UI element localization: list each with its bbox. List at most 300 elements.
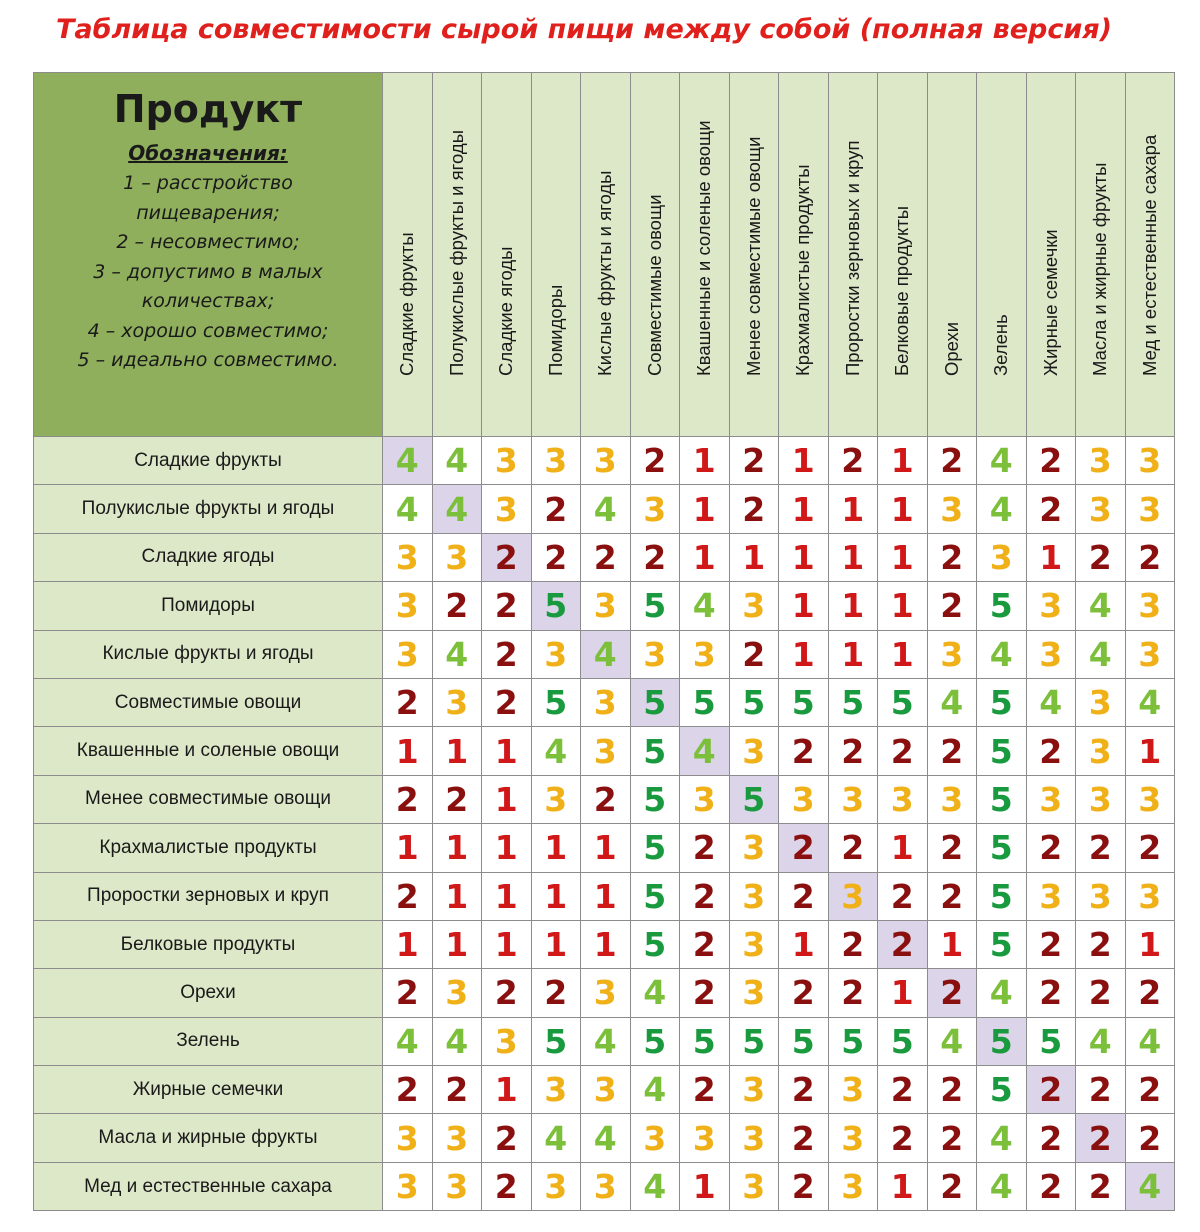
table-cell: 1 — [779, 534, 828, 581]
table-cell: 1 — [878, 485, 927, 532]
table-cell: 4 — [581, 1018, 630, 1065]
diagonal-cell: 3 — [829, 873, 878, 920]
table-cell: 3 — [1076, 776, 1125, 823]
table-cell: 3 — [1076, 873, 1125, 920]
table-cell: 2 — [1126, 1066, 1175, 1113]
table-cell: 5 — [977, 727, 1026, 774]
table-cell: 2 — [482, 679, 531, 726]
table-cell: 1 — [779, 485, 828, 532]
table-cell: 3 — [928, 776, 977, 823]
diagonal-cell: 5 — [977, 1018, 1026, 1065]
table-cell: 3 — [1076, 679, 1125, 726]
table-cell: 2 — [1027, 485, 1076, 532]
legend-line: пищеварения; — [136, 201, 280, 224]
table-cell: 3 — [977, 534, 1026, 581]
table-cell: 2 — [730, 437, 779, 484]
table-cell: 3 — [581, 1163, 630, 1210]
table-cell: 3 — [680, 776, 729, 823]
table-cell: 4 — [1126, 1018, 1175, 1065]
table-cell: 2 — [928, 824, 977, 871]
legend-line: количествах; — [141, 290, 275, 312]
table-cell: 3 — [581, 727, 630, 774]
table-cell: 4 — [1076, 631, 1125, 678]
table-cell: 2 — [1027, 969, 1076, 1016]
table-cell: 3 — [383, 1114, 432, 1161]
table-cell: 3 — [581, 969, 630, 1016]
table-cell: 2 — [779, 873, 828, 920]
table-cell: 3 — [730, 873, 779, 920]
table-cell: 1 — [829, 631, 878, 678]
table-cell: 4 — [532, 1114, 581, 1161]
column-header — [730, 73, 779, 436]
table-cell: 3 — [383, 631, 432, 678]
column-header-label: Орехи — [940, 321, 962, 376]
table-cell: 2 — [482, 582, 531, 629]
table-cell: 2 — [1076, 824, 1125, 871]
table-cell: 1 — [680, 437, 729, 484]
table-cell: 5 — [977, 873, 1026, 920]
table-cell: 5 — [631, 776, 680, 823]
column-header-label: Менее совместимые овощи — [742, 136, 764, 376]
table-cell: 2 — [532, 969, 581, 1016]
table-cell: 1 — [829, 582, 878, 629]
table-cell: 4 — [1027, 679, 1076, 726]
column-header — [532, 73, 581, 436]
table-cell: 5 — [1027, 1018, 1076, 1065]
table-cell: 3 — [581, 679, 630, 726]
table-cell: 1 — [1126, 921, 1175, 968]
table-cell: 2 — [631, 437, 680, 484]
table-cell: 2 — [1076, 1163, 1125, 1210]
table-cell: 5 — [779, 679, 828, 726]
table-cell: 2 — [631, 534, 680, 581]
table-cell: 1 — [532, 824, 581, 871]
diagonal-cell: 2 — [878, 921, 927, 968]
table-cell: 4 — [383, 1018, 432, 1065]
table-cell: 2 — [1076, 969, 1125, 1016]
table-cell: 5 — [977, 1066, 1026, 1113]
diagonal-cell: 4 — [433, 485, 482, 532]
corner-title: Продукт — [113, 87, 303, 131]
table-cell: 2 — [383, 1066, 432, 1113]
legend-line: 5 – идеально совместимо. — [77, 349, 339, 371]
table-cell: 2 — [1126, 824, 1175, 871]
page-title: Таблица совместимости сырой пищи между собой (полная версия) — [56, 14, 1112, 45]
table-cell: 4 — [532, 727, 581, 774]
table-cell: 2 — [1027, 437, 1076, 484]
table-cell: 5 — [779, 1018, 828, 1065]
row-header: Мед и естественные сахара — [34, 1163, 382, 1210]
table-cell: 3 — [730, 1066, 779, 1113]
table-cell: 1 — [730, 534, 779, 581]
row-header: Сладкие ягоды — [34, 534, 382, 581]
table-cell: 3 — [532, 776, 581, 823]
table-cell: 5 — [977, 679, 1026, 726]
row-header: Совместимые овощи — [34, 679, 382, 726]
column-header-label: Сладкие ягоды — [495, 246, 517, 376]
diagonal-cell: 4 — [1126, 1163, 1175, 1210]
column-header — [383, 73, 432, 436]
table-cell: 4 — [631, 1066, 680, 1113]
column-header-label: Полукислые фрукты и ягоды — [445, 130, 467, 376]
table-cell: 3 — [1126, 485, 1175, 532]
table-cell: 5 — [631, 873, 680, 920]
table-cell: 4 — [680, 582, 729, 629]
legend-line: 3 – допустимо в малых — [93, 260, 323, 283]
table-cell: 2 — [1027, 921, 1076, 968]
column-header-label: Сладкие фрукты — [396, 232, 418, 376]
table-cell: 3 — [581, 437, 630, 484]
table-cell: 3 — [1126, 582, 1175, 629]
table-cell: 2 — [581, 776, 630, 823]
table-cell: 4 — [977, 631, 1026, 678]
table-cell: 2 — [680, 873, 729, 920]
table-cell: 3 — [532, 1163, 581, 1210]
table-cell: 5 — [680, 1018, 729, 1065]
table-cell: 3 — [532, 1066, 581, 1113]
table-cell: 4 — [631, 1163, 680, 1210]
table-cell: 2 — [1076, 534, 1125, 581]
table-cell: 5 — [878, 679, 927, 726]
table-cell: 1 — [779, 921, 828, 968]
column-header-label: Кислые фрукты и ягоды — [594, 170, 616, 376]
table-cell: 5 — [730, 679, 779, 726]
table-cell: 3 — [581, 582, 630, 629]
table-cell: 1 — [532, 873, 581, 920]
table-cell: 3 — [482, 485, 531, 532]
table-cell: 2 — [829, 727, 878, 774]
table-cell: 2 — [532, 534, 581, 581]
table-cell: 1 — [383, 921, 432, 968]
column-header — [433, 73, 482, 436]
column-header — [977, 73, 1026, 436]
table-cell: 2 — [878, 873, 927, 920]
table-cell: 5 — [878, 1018, 927, 1065]
table-cell: 3 — [1027, 873, 1076, 920]
table-cell: 3 — [433, 1163, 482, 1210]
legend — [58, 169, 358, 376]
diagonal-cell: 4 — [581, 631, 630, 678]
table-cell: 2 — [779, 969, 828, 1016]
table-cell: 3 — [1027, 631, 1076, 678]
table-cell: 1 — [433, 873, 482, 920]
table-cell: 2 — [680, 824, 729, 871]
table-cell: 5 — [730, 1018, 779, 1065]
table-cell: 1 — [433, 824, 482, 871]
table-cell: 2 — [928, 727, 977, 774]
table-cell: 3 — [1126, 437, 1175, 484]
table-cell: 3 — [433, 534, 482, 581]
table-cell: 1 — [878, 969, 927, 1016]
column-header — [878, 73, 927, 436]
table-cell: 5 — [532, 679, 581, 726]
row-header: Помидоры — [34, 582, 382, 629]
column-header-label: Масла и жирные фрукты — [1089, 162, 1111, 376]
table-cell: 2 — [680, 921, 729, 968]
table-cell: 2 — [1027, 824, 1076, 871]
table-cell: 2 — [532, 485, 581, 532]
table-cell: 3 — [482, 437, 531, 484]
table-cell: 2 — [829, 824, 878, 871]
column-header-label: Помидоры — [544, 284, 566, 376]
table-cell: 3 — [928, 631, 977, 678]
table-cell: 4 — [433, 437, 482, 484]
table-cell: 5 — [977, 582, 1026, 629]
table-cell: 1 — [878, 582, 927, 629]
legend-line: 2 – несовместимо; — [116, 231, 300, 253]
table-cell: 2 — [730, 631, 779, 678]
column-header-label: Совместимые овощи — [643, 194, 665, 376]
column-header-label: Квашенные и соленые овощи — [693, 120, 715, 376]
table-cell: 1 — [482, 873, 531, 920]
table-cell: 3 — [730, 1163, 779, 1210]
table-cell: 3 — [1027, 582, 1076, 629]
table-cell: 2 — [928, 534, 977, 581]
table-cell: 3 — [730, 1114, 779, 1161]
table-cell: 5 — [977, 921, 1026, 968]
table-cell: 4 — [581, 485, 630, 532]
column-header-label: Жирные семечки — [1039, 229, 1061, 376]
table-cell: 2 — [928, 873, 977, 920]
table-cell: 4 — [631, 969, 680, 1016]
table-cell: 2 — [1027, 727, 1076, 774]
table-cell: 1 — [433, 921, 482, 968]
column-header — [1126, 73, 1175, 436]
table-cell: 2 — [878, 1114, 927, 1161]
table-cell: 3 — [631, 485, 680, 532]
table-cell: 2 — [928, 1114, 977, 1161]
table-cell: 3 — [433, 1114, 482, 1161]
table-cell: 2 — [779, 1114, 828, 1161]
column-header — [680, 73, 729, 436]
table-cell: 4 — [433, 631, 482, 678]
table-cell: 3 — [730, 582, 779, 629]
table-cell: 3 — [433, 679, 482, 726]
table-cell: 1 — [482, 1066, 531, 1113]
table-cell: 3 — [730, 727, 779, 774]
table-cell: 2 — [383, 969, 432, 1016]
row-header: Сладкие фрукты — [34, 437, 382, 484]
legend-line: 4 – хорошо совместимо; — [87, 319, 329, 342]
table-cell: 5 — [977, 776, 1026, 823]
table-cell: 3 — [482, 1018, 531, 1065]
table-cell: 2 — [680, 969, 729, 1016]
table-cell: 3 — [631, 1114, 680, 1161]
table-cell: 2 — [383, 679, 432, 726]
table-cell: 4 — [1076, 582, 1125, 629]
legend-title: Обозначения: — [128, 141, 288, 165]
table-cell: 2 — [482, 969, 531, 1016]
table-cell: 4 — [581, 1114, 630, 1161]
table-cell: 5 — [631, 582, 680, 629]
table-cell: 2 — [1126, 969, 1175, 1016]
column-header — [482, 73, 531, 436]
table-cell: 1 — [928, 921, 977, 968]
table-cell: 1 — [482, 776, 531, 823]
column-header — [928, 73, 977, 436]
table-cell: 1 — [680, 534, 729, 581]
table-cell: 5 — [631, 727, 680, 774]
table-cell: 1 — [680, 1163, 729, 1210]
column-header — [1076, 73, 1125, 436]
table-cell: 3 — [532, 631, 581, 678]
compatibility-table — [33, 72, 1175, 1211]
row-header: Зелень — [34, 1018, 382, 1065]
table-cell: 5 — [680, 679, 729, 726]
corner-header — [34, 73, 382, 436]
table-cell: 4 — [928, 679, 977, 726]
row-header: Менее совместимые овощи — [34, 776, 382, 823]
diagonal-cell: 2 — [1027, 1066, 1076, 1113]
diagonal-cell: 2 — [779, 824, 828, 871]
table-cell: 4 — [928, 1018, 977, 1065]
table-cell: 1 — [779, 631, 828, 678]
table-cell: 2 — [928, 1163, 977, 1210]
table-cell: 5 — [631, 1018, 680, 1065]
table-cell: 1 — [829, 534, 878, 581]
diagonal-cell: 2 — [482, 534, 531, 581]
table-cell: 1 — [482, 921, 531, 968]
table-cell: 3 — [383, 534, 432, 581]
diagonal-cell: 5 — [532, 582, 581, 629]
table-cell: 1 — [383, 824, 432, 871]
table-cell: 1 — [680, 485, 729, 532]
table-cell: 3 — [1076, 485, 1125, 532]
row-header: Белковые продукты — [34, 921, 382, 968]
row-header: Квашенные и соленые овощи — [34, 727, 382, 774]
table-cell: 1 — [779, 437, 828, 484]
table-cell: 3 — [383, 1163, 432, 1210]
column-header-label: Крахмалистые продукты — [792, 164, 814, 376]
table-cell: 4 — [977, 969, 1026, 1016]
table-cell: 4 — [977, 1114, 1026, 1161]
row-header: Крахмалистые продукты — [34, 824, 382, 871]
row-header: Кислые фрукты и ягоды — [34, 631, 382, 678]
table-cell: 2 — [1076, 921, 1125, 968]
row-header: Орехи — [34, 969, 382, 1016]
table-cell: 2 — [680, 1066, 729, 1113]
table-cell: 2 — [482, 1114, 531, 1161]
table-cell: 2 — [482, 631, 531, 678]
table-cell: 3 — [829, 1066, 878, 1113]
table-cell: 3 — [928, 485, 977, 532]
table-cell: 2 — [829, 437, 878, 484]
diagonal-cell: 2 — [928, 969, 977, 1016]
table-cell: 1 — [581, 873, 630, 920]
table-cell: 1 — [1126, 727, 1175, 774]
table-cell: 5 — [829, 679, 878, 726]
table-cell: 5 — [631, 921, 680, 968]
table-cell: 4 — [383, 485, 432, 532]
table-cell: 2 — [779, 727, 828, 774]
row-header: Жирные семечки — [34, 1066, 382, 1113]
table-cell: 1 — [581, 824, 630, 871]
table-cell: 2 — [928, 582, 977, 629]
table-cell: 1 — [482, 824, 531, 871]
column-header — [1027, 73, 1076, 436]
table-cell: 3 — [631, 631, 680, 678]
table-cell: 1 — [1027, 534, 1076, 581]
table-cell: 1 — [878, 824, 927, 871]
table-cell: 4 — [977, 437, 1026, 484]
row-header: Масла и жирные фрукты — [34, 1114, 382, 1161]
table-cell: 1 — [878, 437, 927, 484]
table-cell: 2 — [581, 534, 630, 581]
table-cell: 3 — [1126, 776, 1175, 823]
table-cell: 3 — [1076, 437, 1125, 484]
table-cell: 2 — [878, 1066, 927, 1113]
table-cell: 3 — [1126, 631, 1175, 678]
table-cell: 5 — [532, 1018, 581, 1065]
column-header — [779, 73, 828, 436]
table-cell: 5 — [829, 1018, 878, 1065]
table-cell: 3 — [829, 1114, 878, 1161]
diagonal-cell: 5 — [730, 776, 779, 823]
table-cell: 3 — [433, 969, 482, 1016]
table-cell: 2 — [1126, 534, 1175, 581]
table-cell: 2 — [928, 1066, 977, 1113]
table-cell: 2 — [433, 1066, 482, 1113]
diagonal-cell: 4 — [383, 437, 432, 484]
table-cell: 4 — [1126, 679, 1175, 726]
table-cell: 2 — [383, 776, 432, 823]
diagonal-cell: 4 — [680, 727, 729, 774]
table-cell: 1 — [581, 921, 630, 968]
table-cell: 3 — [383, 582, 432, 629]
table-cell: 3 — [878, 776, 927, 823]
table-cell: 2 — [1027, 1114, 1076, 1161]
column-header — [829, 73, 878, 436]
table-cell: 2 — [1027, 1163, 1076, 1210]
table-cell: 1 — [433, 727, 482, 774]
table-cell: 3 — [1076, 727, 1125, 774]
row-header: Проростки зерновых и круп — [34, 873, 382, 920]
table-cell: 1 — [482, 727, 531, 774]
column-header-label: Зелень — [990, 314, 1012, 376]
column-header-label: Белковые продукты — [891, 205, 913, 376]
table-cell: 2 — [779, 1066, 828, 1113]
column-header — [631, 73, 680, 436]
table-cell: 2 — [730, 485, 779, 532]
table-cell: 2 — [433, 582, 482, 629]
table-cell: 3 — [680, 1114, 729, 1161]
table-cell: 3 — [779, 776, 828, 823]
table-cell: 2 — [383, 873, 432, 920]
table-cell: 1 — [878, 534, 927, 581]
legend-line: 1 – расстройство — [123, 172, 293, 194]
diagonal-cell: 2 — [1076, 1114, 1125, 1161]
table-cell: 3 — [1126, 873, 1175, 920]
row-header: Полукислые фрукты и ягоды — [34, 485, 382, 532]
table-cell: 1 — [878, 1163, 927, 1210]
table-cell: 3 — [581, 1066, 630, 1113]
table-cell: 3 — [532, 437, 581, 484]
table-cell: 2 — [779, 1163, 828, 1210]
table-cell: 3 — [680, 631, 729, 678]
table-cell: 1 — [829, 485, 878, 532]
table-cell: 5 — [631, 824, 680, 871]
column-header-label: Мед и естественные сахара — [1138, 134, 1160, 376]
column-header — [581, 73, 630, 436]
table-cell: 4 — [977, 1163, 1026, 1210]
table-cell: 3 — [1027, 776, 1076, 823]
table-cell: 3 — [829, 776, 878, 823]
table-cell: 4 — [1076, 1018, 1125, 1065]
table-cell: 1 — [878, 631, 927, 678]
table-cell: 1 — [532, 921, 581, 968]
table-cell: 5 — [977, 824, 1026, 871]
table-cell: 3 — [730, 921, 779, 968]
